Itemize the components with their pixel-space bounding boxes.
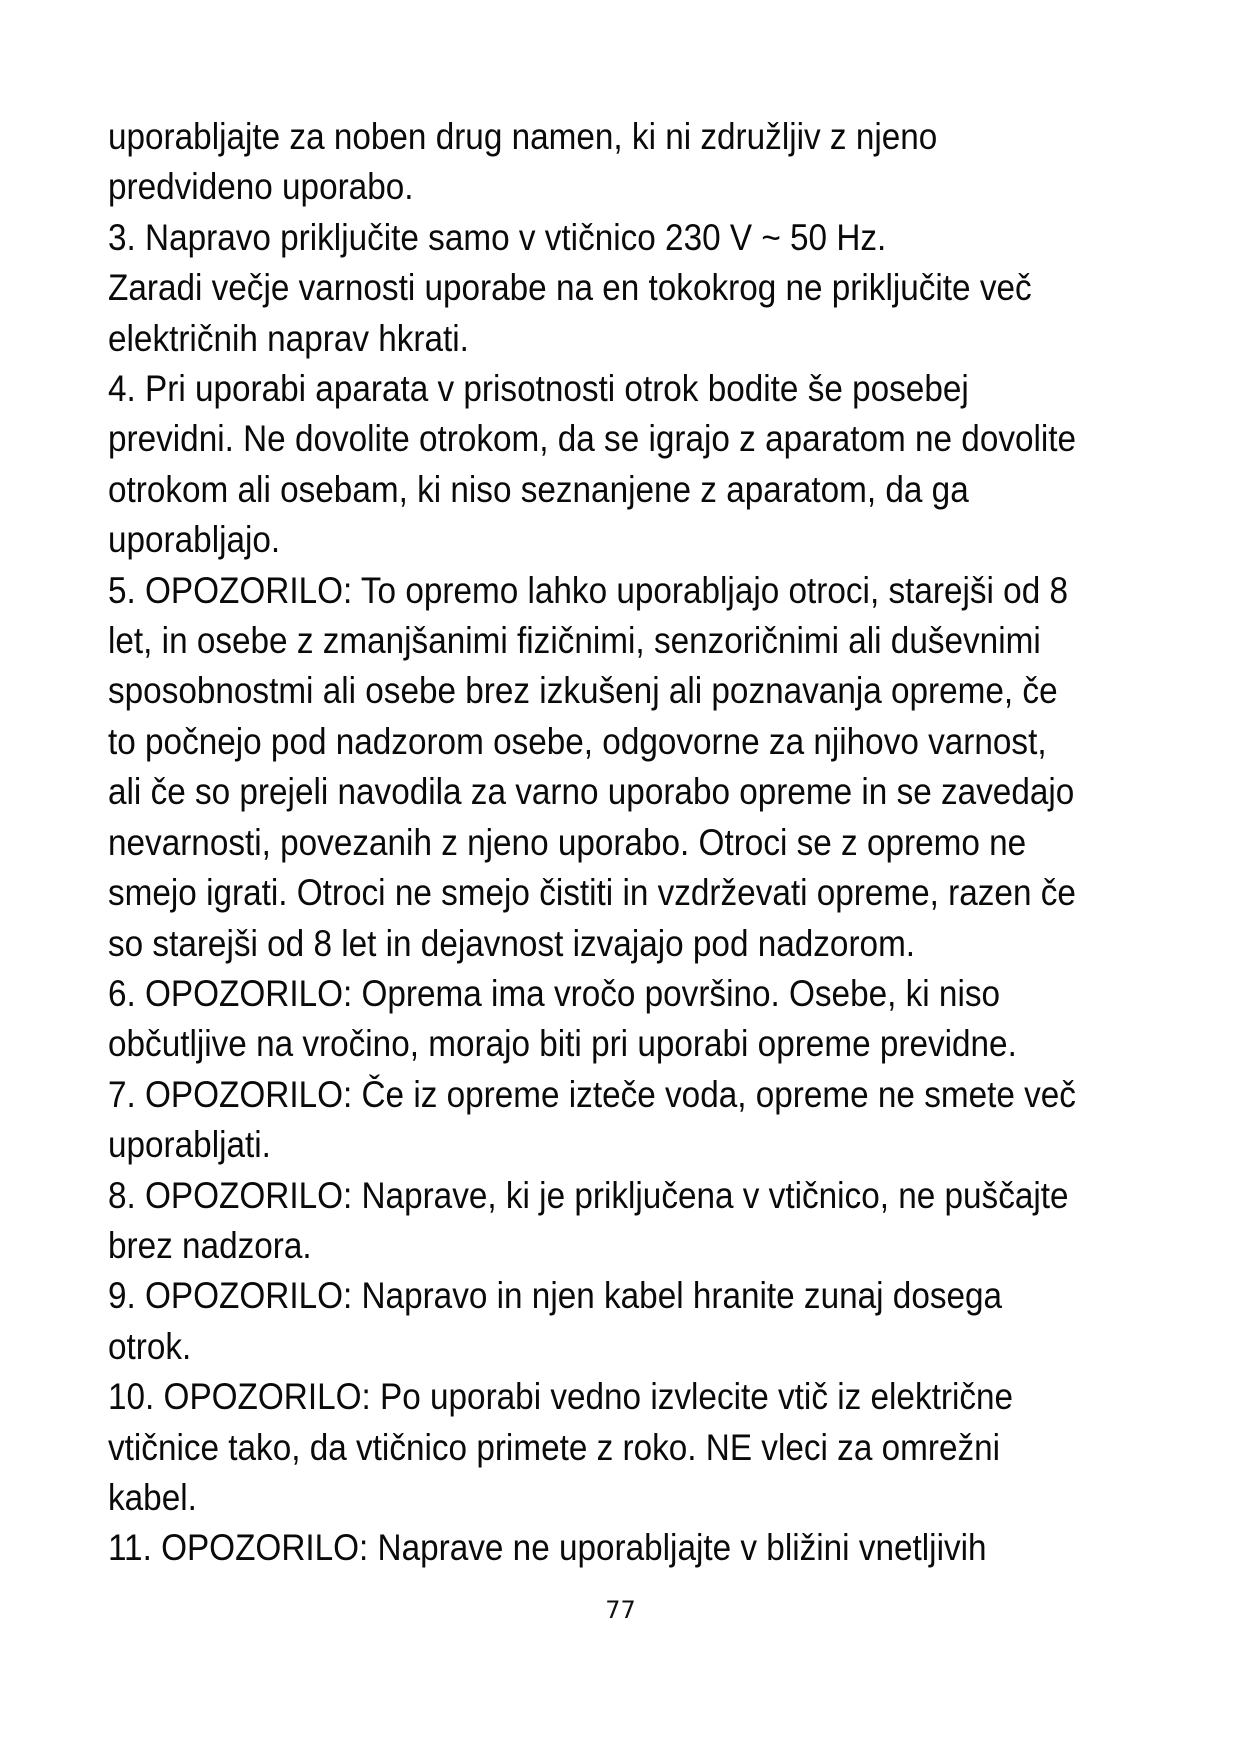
paragraph-item-7-warning: 7. OPOZORILO: Če iz opreme izteče voda, opreme ne smete več uporabljati.	[108, 1073, 1076, 1166]
page-number: 77	[605, 1596, 636, 1624]
paragraph-item-3-socket: 3. Napravo priključite samo v vtičnico 230 V ~ 50 Hz.	[108, 216, 887, 258]
paragraph-item-6-warning: 6. OPOZORILO: Oprema ima vročo površino. Osebe, ki niso občutljive na vročino, morajo biti pri uporabi opreme previdne.	[108, 972, 1017, 1065]
paragraph-item-4-children: 4. Pri uporabi aparata v prisotnosti otrok bodite še posebej previdni. Ne dovolite otrokom, da se igrajo z aparatom ne dovolite otrokom ali osebam, ki niso seznanjene z aparatom, da ga uporabljajo.	[108, 368, 1077, 561]
paragraph-intended-use-continuation: uporabljajte za noben drug namen, ki ni združljiv z njeno predvideno uporabo.	[108, 116, 938, 208]
paragraph-item-10-warning: 10. OPOZORILO: Po uporabi vedno izvlecite vtič iz električne vtičnice tako, da vtičnico primete z roko. NE vleci za omrežni kabel.	[108, 1376, 1014, 1518]
paragraph-item-11-warning: 11. OPOZORILO: Naprave ne uporabljajte v bližini vnetljivih	[108, 1527, 987, 1569]
paragraph-item-9-warning: 9. OPOZORILO: Napravo in njen kabel hranite zunaj dosega otrok.	[108, 1275, 1003, 1367]
paragraph-item-5-warning: 5. OPOZORILO: To opremo lahko uporabljajo otroci, starejši od 8 let, in osebe z zmanjšanimi fizičnimi, senzoričnimi ali duševnimi sposobnostmi ali osebe brez izkušenj ali poznavanja opreme, če to počnejo pod nadzorom osebe, odgovorne za njihovo varnost, ali če so prejeli navodila za varno uporabo opreme in se zavedajo nevarnosti, povezanih z njeno uporabo. Otroci se z opremo ne smejo igrati. Otroci ne smejo čistiti in vzdrževati opreme, razen če so starejši od 8 let in dejavnost izvajajo pod nadzorom.	[108, 569, 1076, 964]
paragraph-item-8-warning: 8. OPOZORILO: Naprave, ki je priključena v vtičnico, ne puščajte brez nadzora.	[108, 1174, 1069, 1266]
paragraph-circuit-safety: Zaradi večje varnosti uporabe na en tokokrog ne priključite več električnih naprav hkrati.	[108, 267, 1032, 359]
safety-instructions-text	[108, 112, 1080, 1574]
